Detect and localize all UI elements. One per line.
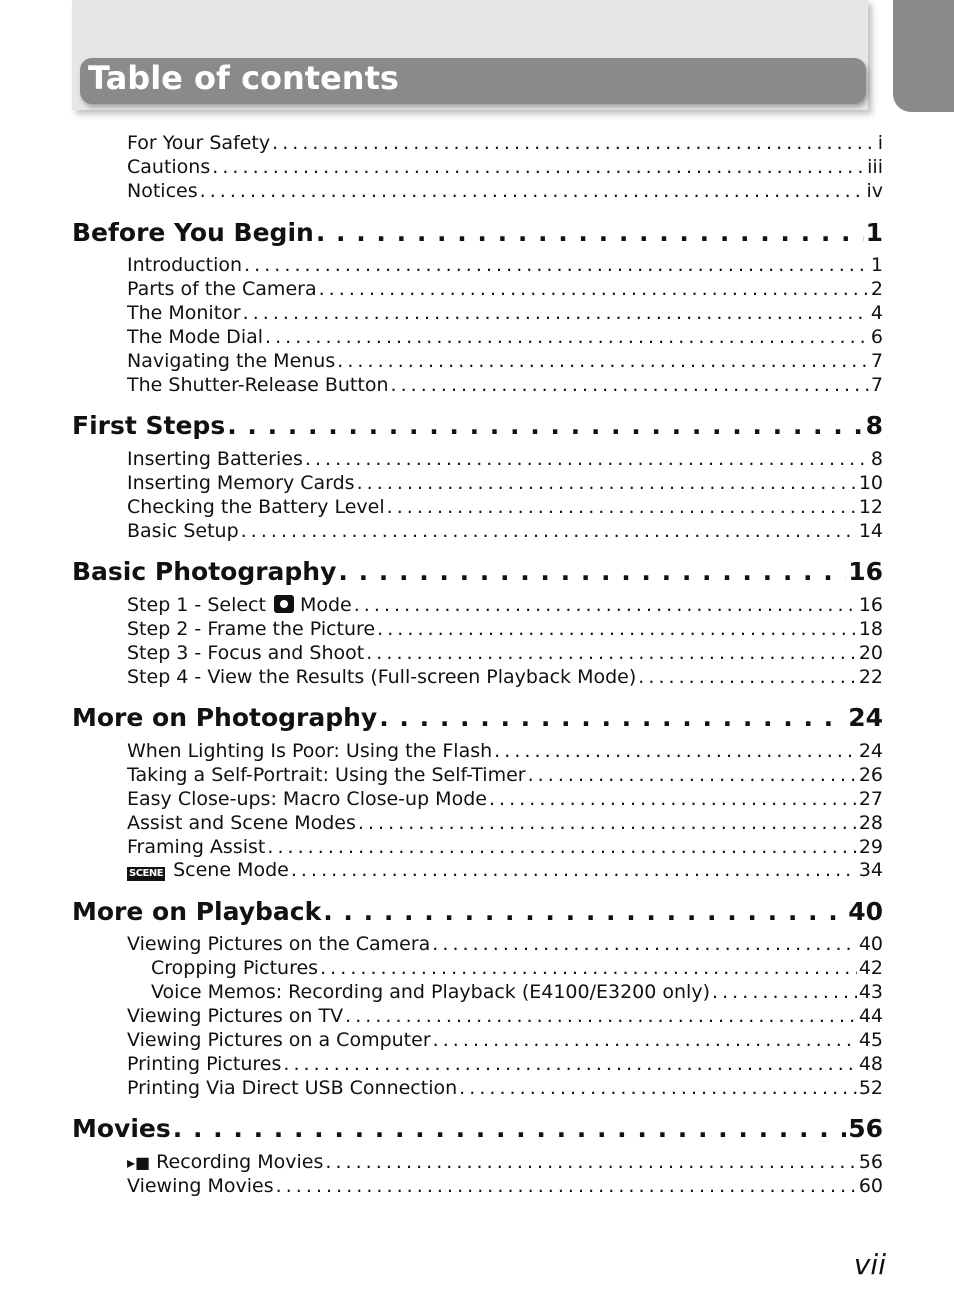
entry-page-number: 44 [858,1005,883,1027]
dot-leader [200,179,865,203]
label-text: When Lighting Is Poor: Using the Flash [127,740,493,762]
toc-entry[interactable] [127,763,883,787]
dot-leader [459,1076,857,1100]
entry-label [127,325,263,349]
dot-leader [276,1174,857,1198]
dot-leader [325,1150,856,1174]
label-text: Easy Close-ups: Macro Close-up Mode [127,788,487,810]
dot-leader [212,155,865,179]
entry-label [127,665,636,689]
entry-page-number: 34 [858,859,883,881]
toc-entry[interactable] [127,617,883,641]
label-text: Viewing Movies [127,1175,274,1197]
toc-entry[interactable] [127,301,883,325]
toc-entry[interactable] [127,471,883,495]
toc-entry[interactable] [151,956,883,980]
entry-label [127,858,289,882]
entry-label [127,155,210,179]
entry-label [127,1004,343,1028]
entry-label [127,739,492,763]
toc-entry[interactable] [127,787,883,811]
dot-leader [337,349,869,373]
entry-page-number: 14 [858,520,883,542]
dot-leader [227,410,863,442]
label-text: Basic Photography [72,557,337,586]
page-title: Table of contents [88,59,399,97]
entry-label [72,556,336,588]
label-text: Printing Pictures [127,1053,282,1075]
dot-leader [358,811,857,835]
label-text: Cautions [127,156,211,178]
dot-leader [489,787,857,811]
entry-page-number: 7 [870,350,883,372]
entry-label [127,349,335,373]
entry-page-number: 27 [858,788,883,810]
entry-label [127,835,265,859]
dot-leader [638,665,857,689]
entry-label [127,932,430,956]
label-text: The Shutter-Release Button [127,374,389,396]
entry-page-number: 26 [858,764,883,786]
toc-entry[interactable] [127,253,883,277]
label-text: For Your Safety [127,132,271,154]
label-text: Basic Setup [127,520,239,542]
dot-leader [244,253,869,277]
entry-page-number: 24 [848,703,883,732]
toc-entry[interactable] [127,1028,883,1052]
dot-leader [319,277,869,301]
toc-entry[interactable] [127,858,883,882]
page-number: vii [853,1248,886,1281]
entry-page-number: 2 [870,278,883,300]
toc-entry[interactable] [127,1174,883,1198]
label-text: First Steps [72,411,226,440]
entry-page-number: 16 [858,594,883,616]
dot-leader [173,1113,846,1145]
entry-label [127,253,242,277]
entry-page-number: iii [867,156,883,178]
entry-page-number: 10 [858,472,883,494]
entry-page-number: 18 [858,618,883,640]
dot-leader [265,325,869,349]
entry-page-number: 24 [858,740,883,762]
toc-entry[interactable] [127,811,883,835]
entry-page-number: 8 [870,448,883,470]
entry-page-number: 56 [858,1151,883,1173]
dot-leader [291,858,857,882]
dot-leader [433,1028,857,1052]
dot-leader [272,131,876,155]
dot-leader [366,641,857,665]
label-text: Assist and Scene Modes [127,812,356,834]
toc-entry[interactable] [151,980,883,1004]
entry-page-number: 4 [870,302,883,324]
label-text: Navigating the Menus [127,350,336,372]
movie-icon: ▸■ [127,1153,151,1172]
entry-label [127,593,352,617]
label-text: Inserting Batteries [127,448,303,470]
label-text: Viewing Pictures on TV [127,1005,344,1027]
dot-leader [345,1004,857,1028]
toc-entry[interactable] [127,179,883,203]
entry-label [127,787,487,811]
toc-section-heading[interactable] [72,410,883,442]
entry-page-number: 43 [858,981,883,1003]
entry-label [72,410,225,442]
camera-mode-icon [274,595,294,613]
entry-page-number: 60 [858,1175,883,1197]
label-text: Step 1 - Select [127,594,266,616]
entry-page-number: 8 [865,411,883,440]
toc-entry[interactable] [127,593,883,617]
label-text: Scene Mode [173,859,289,881]
dot-leader [354,593,857,617]
entry-label [127,1150,323,1174]
label-text: Printing Via Direct USB Connection [127,1077,458,1099]
label-text: Inserting Memory Cards [127,472,355,494]
toc-entry[interactable] [127,932,883,956]
label-text: The Monitor [127,302,241,324]
entry-page-number: 7 [870,374,883,396]
label-text: Taking a Self-Portrait: Using the Self-Timer [127,764,526,786]
label-text: Introduction [127,254,243,276]
entry-page-number: 20 [858,642,883,664]
entry-label [151,980,710,1004]
entry-page-number: 16 [848,557,883,586]
entry-page-number: 12 [858,496,883,518]
entry-label [72,702,377,734]
toc-entry[interactable] [127,665,883,689]
entry-page-number: 1 [870,254,883,276]
label-text: Movies [72,1114,171,1143]
label-text: The Mode Dial [127,326,264,348]
toc-entry[interactable] [127,131,883,155]
label-text: Checking the Battery Level [127,496,385,518]
entry-label [127,811,356,835]
dot-leader [494,739,857,763]
label-text: Viewing Pictures on a Computer [127,1029,431,1051]
dot-leader [267,835,856,859]
entry-page-number: 40 [848,897,883,926]
toc-entry[interactable] [127,835,883,859]
entry-page-number: 48 [858,1053,883,1075]
toc-entry[interactable] [127,277,883,301]
label-text: Parts of the Camera [127,278,317,300]
dot-leader [377,617,857,641]
label-text: Step 3 - Focus and Shoot [127,642,365,664]
toc-entry[interactable] [127,1052,883,1076]
entry-label [127,1028,431,1052]
entry-label [72,896,321,928]
dot-leader [379,702,846,734]
entry-label [127,471,355,495]
toc-entry[interactable] [127,155,883,179]
entry-page-number: iv [866,180,883,202]
dot-leader [320,956,857,980]
toc-section-heading[interactable] [72,556,883,588]
label-text: Framing Assist [127,836,266,858]
entry-label [127,495,385,519]
entry-label [127,1052,281,1076]
label-text: Before You Begin [72,218,314,247]
toc-entry[interactable] [127,349,883,373]
entry-label [127,763,526,787]
chapter-tab [893,0,954,112]
entry-label [127,1076,457,1100]
dot-leader [390,373,868,397]
entry-page-number: 45 [858,1029,883,1051]
entry-label [127,131,270,155]
dot-leader [241,519,857,543]
label-text: More on Playback [72,897,322,926]
toc-section-heading[interactable] [72,1113,883,1145]
entry-page-number: i [877,132,883,154]
entry-label [127,373,388,397]
toc-section-heading[interactable] [72,702,883,734]
entry-label [127,301,241,325]
entry-label [127,447,303,471]
dot-leader [305,447,869,471]
toc-entry[interactable] [127,519,883,543]
dot-leader [323,896,846,928]
dot-leader [357,471,857,495]
entry-page-number: 22 [858,666,883,688]
dot-leader [316,217,864,249]
toc-entry[interactable] [127,1004,883,1028]
entry-page-number: 42 [858,957,883,979]
toc-entry[interactable] [127,447,883,471]
label-text: More on Photography [72,703,378,732]
scene-icon: SCENE [129,868,164,879]
toc-entry[interactable] [127,1076,883,1100]
label-text: Recording Movies [156,1151,324,1173]
toc-entry[interactable] [127,373,883,397]
entry-page-number: 6 [870,326,883,348]
entry-page-number: 40 [858,933,883,955]
entry-label [127,519,239,543]
toc-entry[interactable] [127,325,883,349]
label-text: Cropping Pictures [151,957,319,979]
entry-page-number: 1 [865,218,883,247]
entry-page-number: 28 [858,812,883,834]
label-text: Notices [127,180,198,202]
entry-label [72,217,314,249]
entry-label [127,1174,274,1198]
toc-entry[interactable] [127,739,883,763]
dot-leader [338,556,846,588]
title-bar [80,58,866,104]
entry-label [127,617,375,641]
entry-page-number: 56 [848,1114,883,1143]
toc-section-heading[interactable] [72,217,883,249]
toc-entry[interactable] [127,495,883,519]
toc-section-heading[interactable] [72,896,883,928]
dot-leader [712,980,857,1004]
label-text: Viewing Pictures on the Camera [127,933,431,955]
entry-label [127,277,317,301]
entry-page-number: 29 [858,836,883,858]
dot-leader [528,763,857,787]
toc-entry[interactable] [127,641,883,665]
label-text: Step 4 - View the Results (Full-screen Playback Mode) [127,666,637,688]
label-text: Voice Memos: Recording and Playback (E4100/E3200 only) [151,981,710,1003]
entry-label [127,179,198,203]
dot-leader [243,301,869,325]
label-text: Mode [299,594,352,616]
dot-leader [387,495,857,519]
entry-label [127,641,364,665]
entry-label [72,1113,171,1145]
entry-label [151,956,318,980]
dot-leader [283,1052,856,1076]
entry-page-number: 52 [858,1077,883,1099]
toc-entry[interactable] [127,1150,883,1174]
label-text: Step 2 - Frame the Picture [127,618,376,640]
dot-leader [432,932,857,956]
